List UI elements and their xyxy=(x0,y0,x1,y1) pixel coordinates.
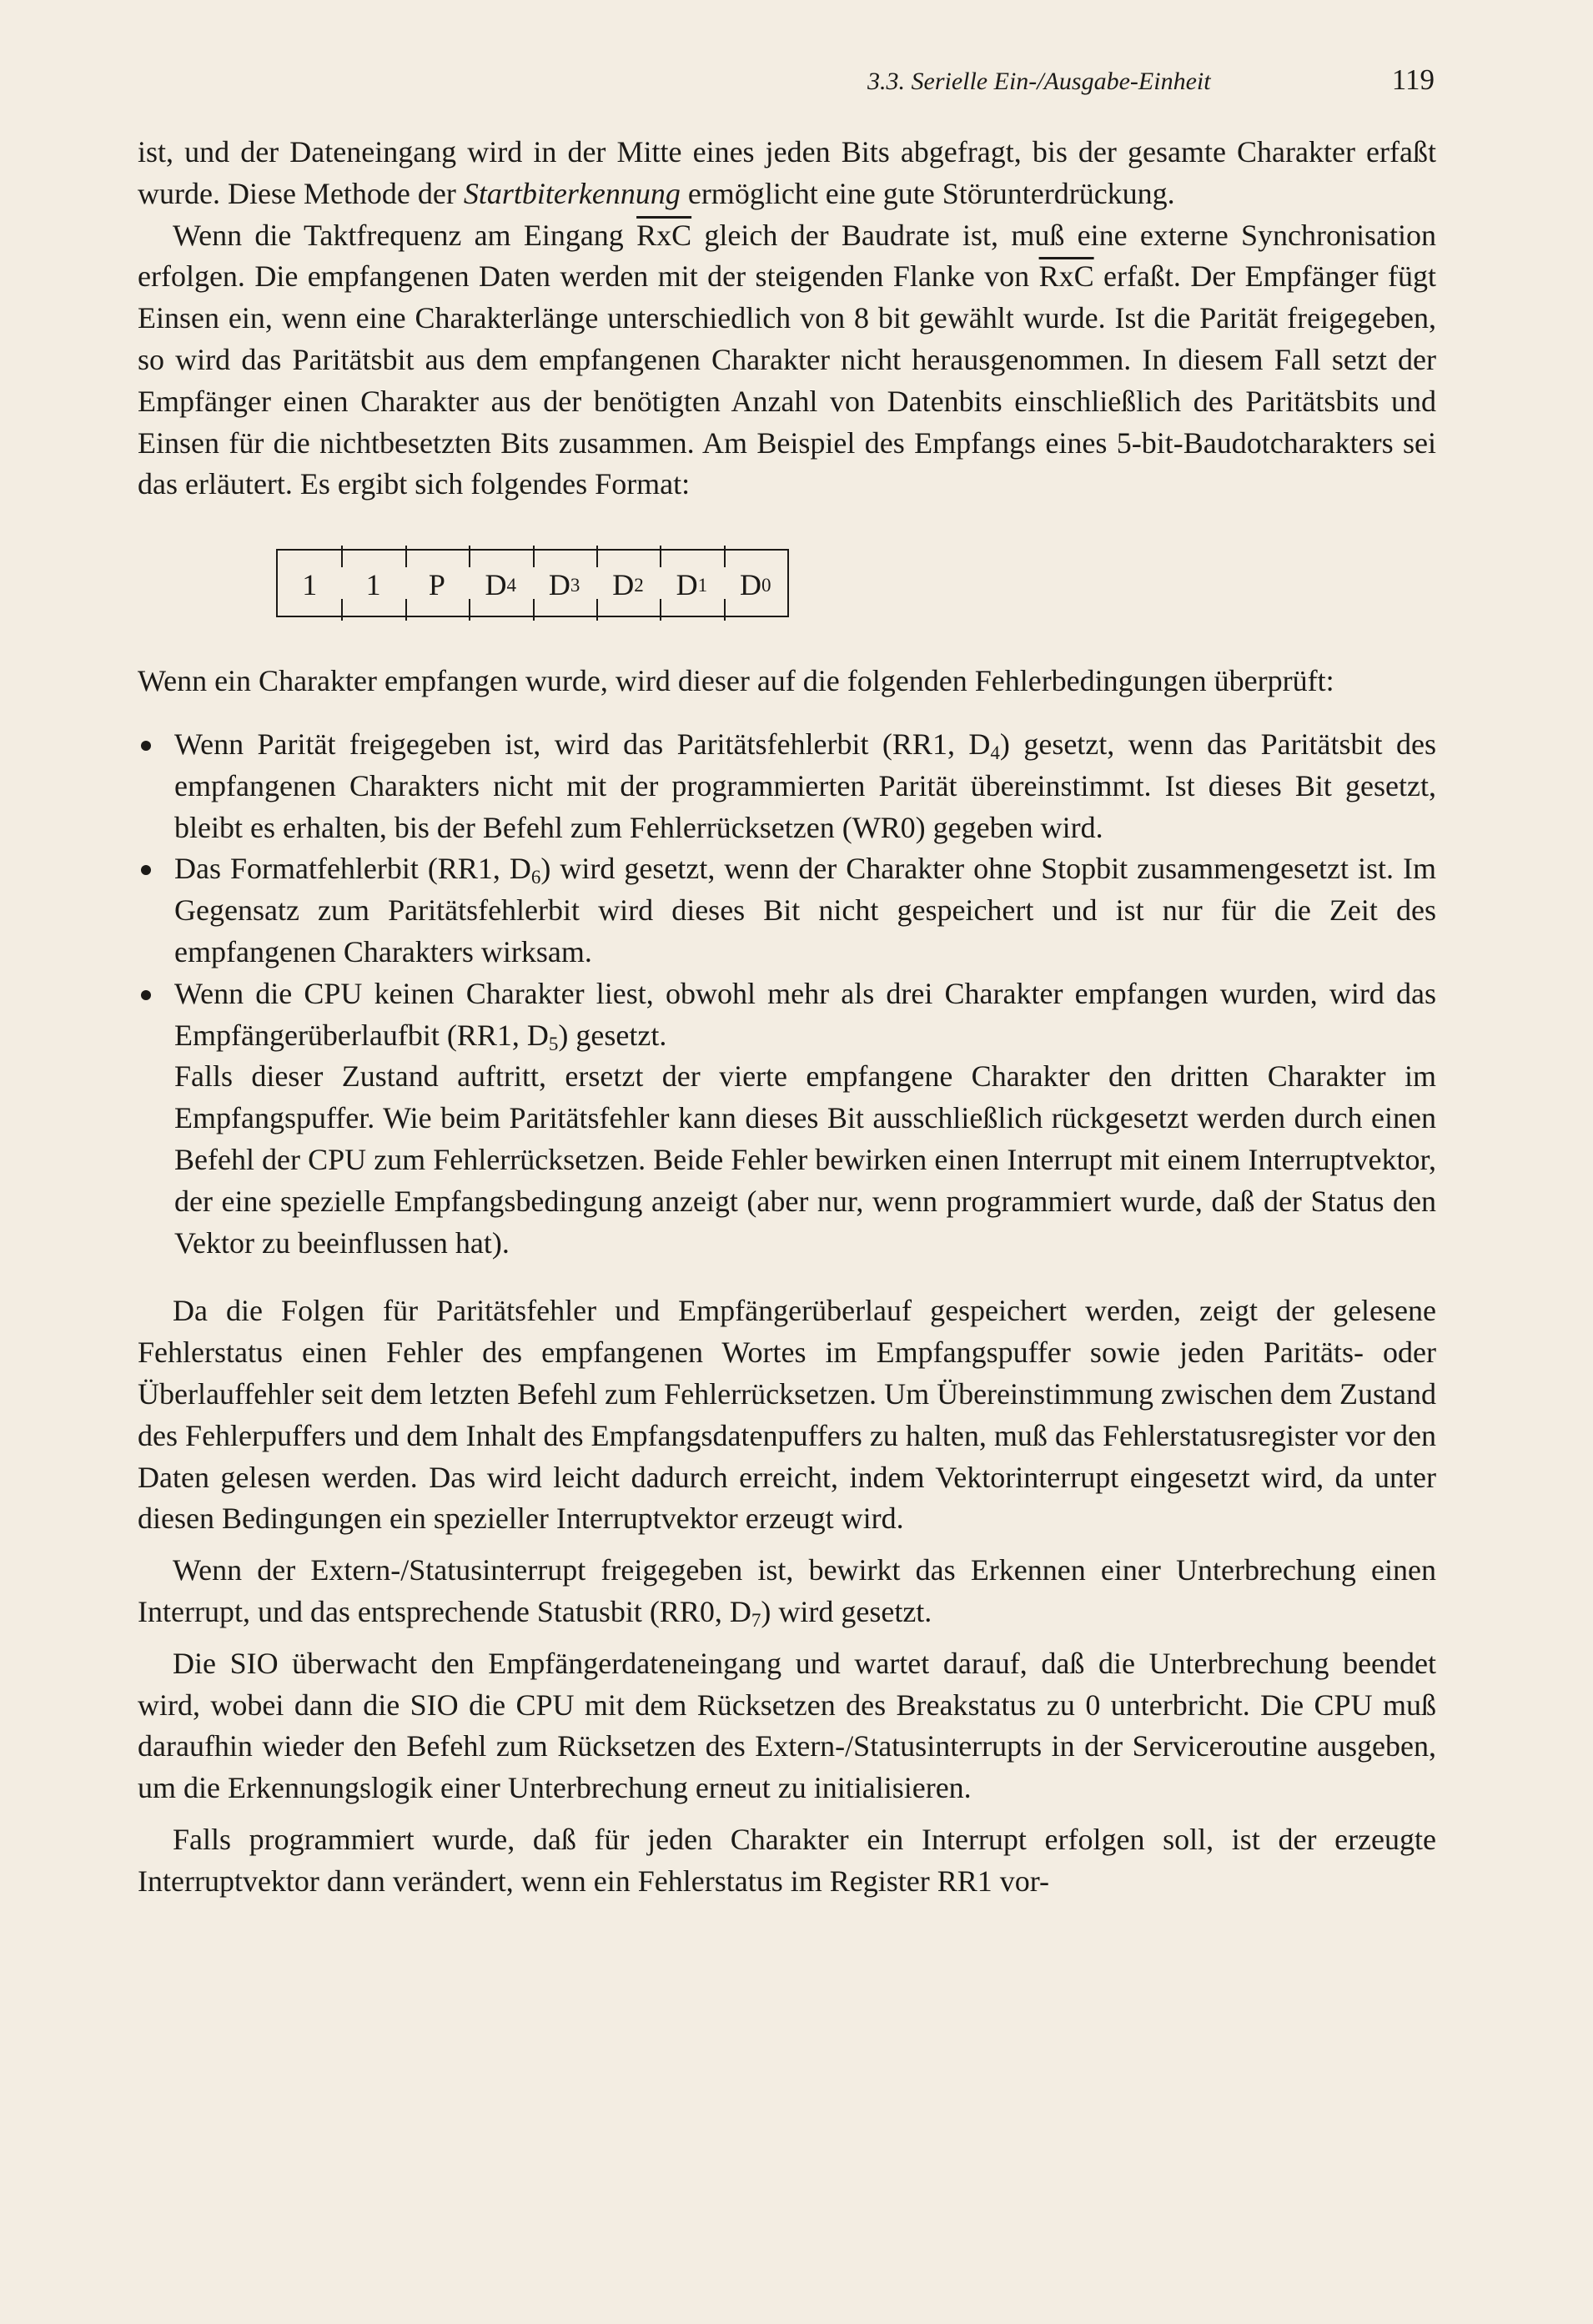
format-cell: P xyxy=(405,551,469,616)
body-text xyxy=(138,132,1436,1902)
paragraph-fehlerbedingungen: Wenn ein Charakter empfangen wurde, wird dieser auf die folgenden Fehlerbedingungen überprüft: xyxy=(138,664,1334,698)
paragraph-sio-break: Die SIO überwacht den Empfängerdateneingang und wartet darauf, daß die Unterbrechung beendet wird, wobei dann die SIO die CPU mit dem Rücksetzen des Breakstatus zu 0 unterbricht. Die CPU muß daraufhin wieder den Befehl zum Rücksetzen des Extern-/Statusinterrupts in der Serviceroutine ausgeben, um die Erkennungslogik einer Unterbrechung erneut zu initialisieren. xyxy=(138,1646,1436,1805)
character-format-diagram xyxy=(276,549,789,617)
format-cell: D 4 xyxy=(469,551,532,616)
paragraph-extern-status: Wenn der Extern-/Statusinterrupt freigegeben ist, bewirkt das Erkennen einer Unterbrechung einen Interrupt, und das entsprechende Statusbit (RR0, $D_7$) wird gesetzt. xyxy=(138,1553,1436,1631)
format-cell: 1 xyxy=(302,568,318,602)
format-cell: D 2 xyxy=(596,551,660,616)
paragraph-synchronisation: Wenn die Taktfrequenz am Eingang $\overline{RxC}$ gleich der Baudrate ist, muß eine externe Synchronisation erfolgen. Die empfangenen Daten werden mit der steigenden Flanke von $\overline{RxC}$ erfaßt. Der Empfänger fügt Einsen ein, wenn eine Charakterlänge unterschiedlich von 8 bit gewählt wurde. Ist die Parität freigegeben, so wird das Paritätsbit aus dem empfangenen Charakter nicht herausgenommen. In diesem Fall setzt der Empfänger einen Charakter aus der benötigten Anzahl von Datenbits einschließlich des Paritätsbits und Einsen für die nichtbesetzten Bits zusammen. Am Beispiel des Empfangs eines 5-bit-Baudotcharakters sei das erläutert. Es ergibt sich folgendes Format: xyxy=(138,218,1437,501)
signal-rxc: $\overline{RxC}$ xyxy=(1038,259,1094,294)
error-conditions-list xyxy=(138,724,1436,1056)
signal-rxc: $\overline{RxC}$ xyxy=(636,218,692,252)
paragraph-fehlerstatus: Da die Folgen für Paritätsfehler und Empfängerüberlauf gespeichert werden, zeigt der gelesene Fehlerstatus einen Fehler des empfangenen Wortes im Empfangspuffer sowie jeden Paritäts- oder Überlauffehler seit dem letzten Befehl zum Fehlerrücksetzen. Um Übereinstimmung zwischen dem Zustand des Fehlerpuffers und dem Inhalt des Empfangsdatenpuffers zu halten, muß das Fehlerstatusregister vor den Daten gelesen werden. Das wird leicht dadurch erreicht, indem Vektorinterrupt eingesetzt wird, da unter diesen Bedingungen ein spezieller Interruptvektor erzeugt wird. xyxy=(138,1294,1436,1536)
paragraph-startbit: ist, und der Dateneingang wird in der Mitte eines jeden Bits abgefragt, bis der gesamte Charakter erfaßt wurde. Diese Methode der Startbiterkennung ermöglicht eine gute Störunterdrückung. xyxy=(138,135,1436,210)
format-cell: D 1 xyxy=(660,551,723,616)
paragraph-interruptvektor: Falls programmiert wurde, daß für jeden Charakter ein Interrupt erfolgen soll, ist der erzeugte Interruptvektor dann verändert, wenn ein Fehlerstatus im Register RR1 vor- xyxy=(138,1822,1436,1898)
format-cell: 1 xyxy=(341,551,405,616)
paragraph-ueberlauf-details: Falls dieser Zustand auftritt, ersetzt der vierte empfangene Charakter den dritten Charakter im Empfangspuffer. Wie beim Paritätsfehler kann dieses Bit ausschließlich rückgesetzt werden durch einen Befehl der CPU zum Fehlerrücksetzen. Beide Fehler bewirken einen Interrupt mit einem Interruptvektor, der eine spezielle Empfangsbedingung anzeigt (aber nur, wenn programmiert wurde, daß der Status den Vektor zu beeinflussen hat). xyxy=(174,1059,1436,1260)
list-item-formatfehler: Das Formatfehlerbit (RR1, $D_6$) wird gesetzt, wenn der Charakter ohne Stopbit zusammengesetzt ist. Im Gegensatz zum Paritätsfehlerbit wird dieses Bit nicht gespeichert und ist nur für die Zeit des empfangenen Charakters wirksam. xyxy=(138,848,1436,973)
page-number: 119 xyxy=(1391,63,1435,96)
list-item-ueberlauf: Wenn die CPU keinen Charakter liest, obwohl mehr als drei Charakter empfangen wurden, wird das Empfängerüberlaufbit (RR1, $D_5$) gesetzt. xyxy=(138,973,1436,1057)
term-startbiterkennung: Startbiterkennung xyxy=(463,176,681,210)
list-item-paritaetsfehler: Wenn Parität freigegeben ist, wird das Paritätsfehlerbit (RR1, $D_4$) gesetzt, wenn das Paritätsbit des empfangenen Charakters nicht mit der programmierten Parität übereinstimmt. Ist dieses Bit gesetzt, bleibt es erhalten, bis der Befehl zum Fehlerrücksetzen (WR0) gegeben wird. xyxy=(138,724,1436,848)
running-head xyxy=(867,63,1435,97)
section-title: 3.3. Serielle Ein-/Ausgabe-Einheit xyxy=(867,68,1211,95)
format-cell: D 0 xyxy=(724,551,787,616)
format-cell: D 3 xyxy=(533,551,596,616)
